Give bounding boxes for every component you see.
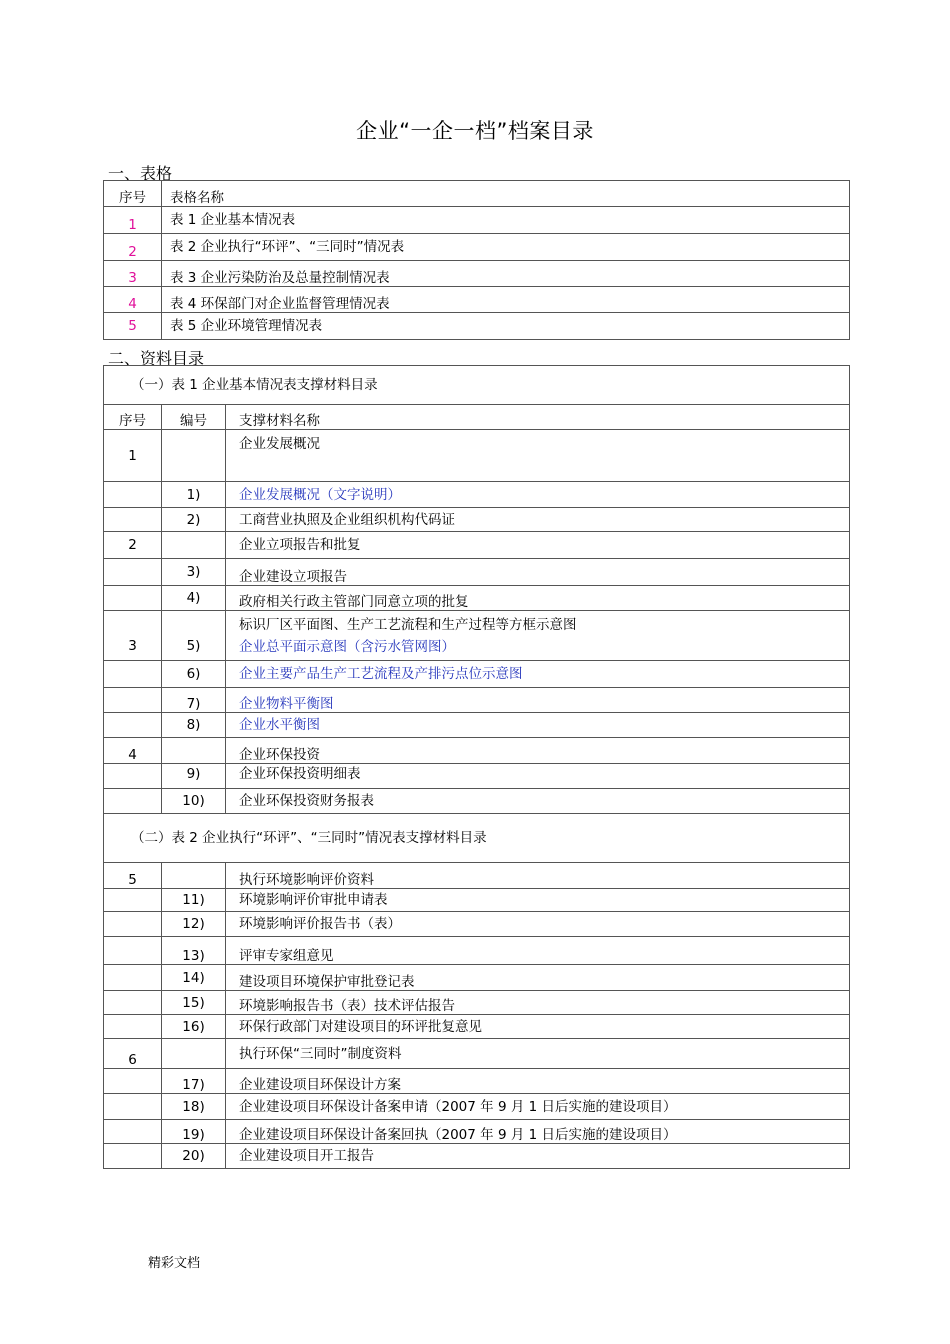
table-header-row xyxy=(104,405,850,430)
row-code: 14) xyxy=(162,965,226,991)
row-code: 15) xyxy=(162,991,226,1015)
footer-watermark: 精彩文档 xyxy=(148,1256,201,1271)
group-title-1: （一）表 1 企业基本情况表支撑材料目录 xyxy=(104,366,850,405)
row-seq: 2 xyxy=(104,532,162,559)
row-code xyxy=(162,430,226,482)
table-row xyxy=(104,586,850,611)
row-name: 企业主要产品生产工艺流程及产排污点位示意图 xyxy=(226,661,850,688)
table-row xyxy=(104,688,850,713)
row-seq xyxy=(104,661,162,688)
row-no: 4 xyxy=(104,287,162,313)
table-row xyxy=(104,912,850,937)
table-row xyxy=(104,863,850,889)
row-name: 企业环保投资明细表 xyxy=(226,764,850,789)
row-name: 表 5 企业环境管理情况表 xyxy=(162,313,850,340)
header-seq: 序号 xyxy=(104,405,162,430)
table-row xyxy=(104,1039,850,1069)
group-title-row xyxy=(104,366,850,405)
table-row xyxy=(104,789,850,814)
table-row xyxy=(104,261,850,287)
table-row xyxy=(104,532,850,559)
row-name: 表 1 企业基本情况表 xyxy=(162,207,850,234)
row-seq xyxy=(104,1120,162,1144)
row-seq xyxy=(104,1144,162,1169)
row-seq xyxy=(104,1094,162,1120)
table-row xyxy=(104,713,850,738)
row-no: 3 xyxy=(104,261,162,287)
group-title-2: （二）表 2 企业执行“环评”、“三同时”情况表支撑材料目录 xyxy=(104,814,850,863)
header-code: 编号 xyxy=(162,405,226,430)
table-row xyxy=(104,508,850,532)
row-name: 建设项目环境保护审批登记表 xyxy=(226,965,850,991)
row-seq xyxy=(104,889,162,912)
row-seq xyxy=(104,508,162,532)
table-row xyxy=(104,1144,850,1169)
group-title-row xyxy=(104,814,850,863)
section-heading-forms: 一、表格 xyxy=(108,164,173,183)
section-heading-materials: 二、资料目录 xyxy=(108,349,205,368)
row-seq xyxy=(104,965,162,991)
table-row xyxy=(104,937,850,965)
table-row xyxy=(104,661,850,688)
row-name: 企业建设项目环保设计方案 xyxy=(226,1069,850,1094)
row-code: 12) xyxy=(162,912,226,937)
row-no: 2 xyxy=(104,234,162,261)
table-row xyxy=(104,559,850,586)
table-row xyxy=(104,430,850,482)
row-name-block xyxy=(226,611,850,661)
table-row xyxy=(104,889,850,912)
row-name: 企业总平面示意图（含污水管网图） xyxy=(239,638,455,655)
row-code: 1) xyxy=(162,482,226,508)
row-code: 9) xyxy=(162,764,226,789)
row-code: 17) xyxy=(162,1069,226,1094)
row-seq xyxy=(104,764,162,789)
row-seq xyxy=(104,559,162,586)
row-seq xyxy=(104,937,162,965)
row-code xyxy=(162,738,226,764)
row-code xyxy=(162,1039,226,1069)
table-row xyxy=(104,965,850,991)
table-row xyxy=(104,738,850,764)
row-name: 企业物料平衡图 xyxy=(226,688,850,713)
row-seq: 5 xyxy=(104,863,162,889)
row-code: 2) xyxy=(162,508,226,532)
table-header-row xyxy=(104,181,850,207)
row-note: 标识厂区平面图、生产工艺流程和生产过程等方框示意图 xyxy=(239,616,577,633)
table-row xyxy=(104,234,850,261)
row-name: 企业环保投资 xyxy=(226,738,850,764)
header-name: 支撑材料名称 xyxy=(226,405,850,430)
row-no: 1 xyxy=(104,207,162,234)
row-name: 环保行政部门对建设项目的环评批复意见 xyxy=(226,1015,850,1039)
row-name: 表 4 环保部门对企业监督管理情况表 xyxy=(162,287,850,313)
row-name: 企业建设项目环保设计备案回执（2007 年 9 月 1 日后实施的建设项目） xyxy=(226,1120,850,1144)
row-code: 5) xyxy=(162,611,226,661)
row-name: 评审专家组意见 xyxy=(226,937,850,965)
row-name: 企业立项报告和批复 xyxy=(226,532,850,559)
row-code: 7) xyxy=(162,688,226,713)
table-row xyxy=(104,764,850,789)
row-code: 20) xyxy=(162,1144,226,1169)
row-name: 企业发展概况（文字说明） xyxy=(226,482,850,508)
row-name: 执行环境影响评价资料 xyxy=(226,863,850,889)
page-title: 企业“一企一档”档案目录 xyxy=(356,119,594,143)
table-row xyxy=(104,287,850,313)
table-row xyxy=(104,207,850,234)
row-code: 19) xyxy=(162,1120,226,1144)
row-code: 4) xyxy=(162,586,226,611)
row-code: 11) xyxy=(162,889,226,912)
table-row xyxy=(104,313,850,340)
table-row xyxy=(104,991,850,1015)
row-seq xyxy=(104,482,162,508)
row-name: 企业发展概况 xyxy=(226,430,850,482)
row-seq xyxy=(104,1015,162,1039)
row-seq xyxy=(104,1069,162,1094)
forms-table xyxy=(103,180,850,340)
row-seq: 4 xyxy=(104,738,162,764)
row-seq xyxy=(104,991,162,1015)
row-name: 表 3 企业污染防治及总量控制情况表 xyxy=(162,261,850,287)
row-name: 执行环保“三同时”制度资料 xyxy=(226,1039,850,1069)
row-seq xyxy=(104,586,162,611)
row-code: 3) xyxy=(162,559,226,586)
row-code xyxy=(162,863,226,889)
row-code: 6) xyxy=(162,661,226,688)
row-code: 10) xyxy=(162,789,226,814)
table-row xyxy=(104,1094,850,1120)
row-name: 环境影响报告书（表）技术评估报告 xyxy=(226,991,850,1015)
row-name: 环境影响评价报告书（表） xyxy=(226,912,850,937)
row-seq: 1 xyxy=(104,430,162,482)
row-name: 工商营业执照及企业组织机构代码证 xyxy=(226,508,850,532)
row-seq xyxy=(104,912,162,937)
header-name: 表格名称 xyxy=(162,181,850,207)
row-code: 18) xyxy=(162,1094,226,1120)
row-seq: 3 xyxy=(104,611,162,661)
row-no: 5 xyxy=(104,313,162,340)
row-seq xyxy=(104,713,162,738)
row-seq: 6 xyxy=(104,1039,162,1069)
header-no: 序号 xyxy=(104,181,162,207)
row-name: 政府相关行政主管部门同意立项的批复 xyxy=(226,586,850,611)
table-row xyxy=(104,482,850,508)
row-code xyxy=(162,532,226,559)
table-row xyxy=(104,1015,850,1039)
table-row xyxy=(104,1120,850,1144)
row-name: 企业建设项目开工报告 xyxy=(226,1144,850,1169)
row-code: 16) xyxy=(162,1015,226,1039)
row-name: 企业环保投资财务报表 xyxy=(226,789,850,814)
row-name: 表 2 企业执行“环评”、“三同时”情况表 xyxy=(162,234,850,261)
row-code: 8) xyxy=(162,713,226,738)
row-name: 企业建设项目环保设计备案申请（2007 年 9 月 1 日后实施的建设项目） xyxy=(226,1094,850,1120)
row-name: 企业建设立项报告 xyxy=(226,559,850,586)
row-name: 环境影响评价审批申请表 xyxy=(226,889,850,912)
row-seq xyxy=(104,688,162,713)
row-code: 13) xyxy=(162,937,226,965)
materials-table xyxy=(103,365,850,1169)
row-seq xyxy=(104,789,162,814)
row-name: 企业水平衡图 xyxy=(226,713,850,738)
table-row xyxy=(104,611,850,661)
table-row xyxy=(104,1069,850,1094)
